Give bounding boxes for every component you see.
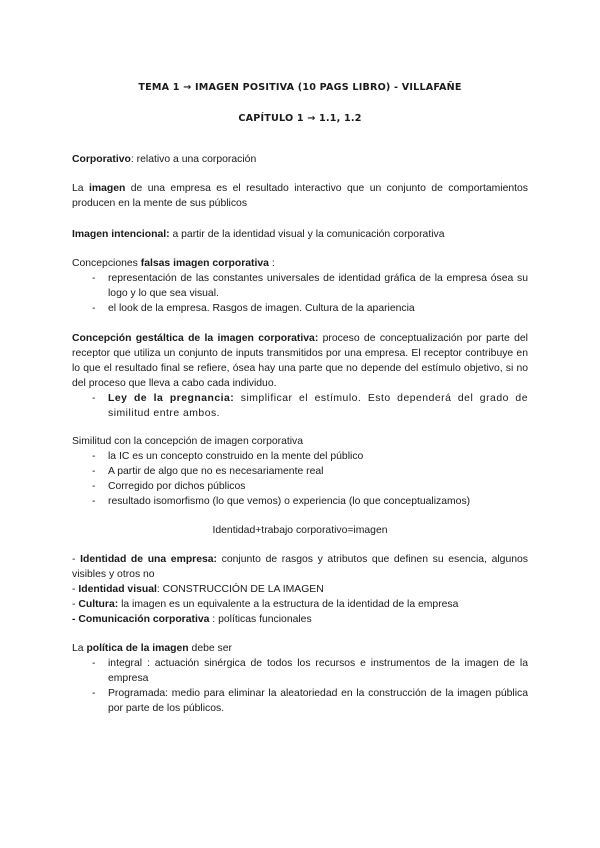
- list-item: - Programada: medio para eliminar la aleatoriedad en la construcción de la imagen pública por parte de los públicos.: [72, 686, 528, 716]
- corporativo-text: : relativo a una corporación: [130, 154, 257, 165]
- imagen-intencional: [72, 227, 528, 242]
- concepciones-falsas: [72, 256, 528, 316]
- comunicacion-text: : políticas funcionales: [209, 614, 312, 625]
- falsas-list: [72, 271, 528, 316]
- politica-list: [72, 656, 528, 716]
- document-title: [72, 80, 528, 95]
- politica-post: debe ser: [188, 643, 232, 654]
- similitud-heading: Similitud con la concepción de imagen corporativa: [72, 436, 304, 447]
- gestaltica-term: Concepción gestáltica de la imagen corporativa:: [72, 333, 319, 344]
- list-item: - representación de las constantes universales de identidad gráfica de la empresa ósea su logo y lo que sea visual.: [72, 271, 528, 301]
- identidad-section: [72, 552, 528, 627]
- similitud-list: [72, 449, 528, 509]
- cultura-line: [72, 597, 528, 612]
- imagen-text: de una empresa es el resultado interactivo que un conjunto de comportamientos producen en la mente de sus públicos: [72, 183, 528, 209]
- identidad-empresa-line: [72, 552, 528, 582]
- list-item: - resultado isomorfismo (lo que vemos) o experiencia (lo que conceptualizamos): [72, 494, 528, 509]
- falsas-post: :: [268, 258, 275, 269]
- comunicacion-term: - Comunicación corporativa: [72, 614, 210, 625]
- cultura-dash: -: [72, 599, 79, 610]
- chapter-subtitle: CAPÍTULO 1 → 1.1, 1.2: [238, 113, 362, 124]
- cultura-text: la imagen es un equivalente a la estructura de la identidad de la empresa: [118, 599, 459, 610]
- concepcion-gestaltica: [72, 331, 528, 421]
- identidad-visual-text: : CONSTRUCCIÓN DE LA IMAGEN: [156, 584, 324, 595]
- identidad-visual-term: Identidad visual: [78, 584, 157, 595]
- politica-term: política de la imagen: [86, 643, 189, 654]
- list-item: - Corregido por dichos públicos: [72, 479, 528, 494]
- similitud-section: [72, 434, 528, 509]
- identidad-visual-dash: -: [72, 584, 79, 595]
- falsas-heading: [72, 256, 528, 271]
- comunicacion-line: [72, 612, 528, 627]
- falsas-term: falsas imagen corporativa: [140, 258, 269, 269]
- title-prefix: TEMA 1 →: [138, 82, 195, 93]
- identity-formula: Identidad+trabajo corporativo=imagen: [212, 525, 388, 536]
- gestaltica-list: [72, 391, 528, 421]
- title-suffix: (10 PAGS LIBRO) - VILLAFAÑE: [294, 82, 462, 93]
- title-emphasis: IMAGEN POSITIVA: [194, 82, 295, 93]
- list-item: - el look de la empresa. Rasgos de imagen. Cultura de la apariencia: [72, 301, 528, 316]
- imagen-pre: La: [72, 183, 89, 194]
- corporativo-definition: [72, 152, 528, 167]
- imagen-definition: [72, 181, 528, 211]
- identidad-visual-line: [72, 582, 528, 597]
- gestaltica-text: proceso de conceptualización por parte del receptor que utiliza un conjunto de inputs transmitidos por una empresa. El receptor contribuye en lo que el resultado final se refiere, ósea hay una parte que no depende del estímulo objetivo, si no del proceso que lleva a cabo cada individuo.: [72, 333, 528, 389]
- list-item: [72, 391, 528, 421]
- imagen-term: imagen: [88, 183, 126, 194]
- list-item: - A partir de algo que no es necesariamente real: [72, 464, 528, 479]
- identidad-empresa-text: conjunto de rasgos y atributos que definen su esencia, algunos visibles y otros no: [72, 554, 528, 580]
- identidad-dash: -: [72, 554, 81, 565]
- identidad-empresa-term: Identidad de una empresa:: [80, 554, 218, 565]
- falsas-pre: Concepciones: [72, 258, 141, 269]
- politica-section: [72, 641, 528, 716]
- cultura-term: Cultura:: [78, 599, 119, 610]
- politica-pre: La: [72, 643, 87, 654]
- politica-heading: [72, 641, 528, 656]
- intencional-text: a partir de la identidad visual y la comunicación corporativa: [169, 229, 445, 240]
- list-item: - la IC es un concepto construido en la mente del público: [72, 449, 528, 464]
- pregnancia-text: simplificar el estímulo. Esto dependerá del grado de similitud entre ambos.: [108, 393, 528, 419]
- corporativo-term: Corporativo: [72, 154, 131, 165]
- intencional-term: Imagen intencional:: [72, 229, 170, 240]
- gestaltica-paragraph: [72, 331, 528, 391]
- list-item: - integral : actuación sinérgica de todos los recursos e instrumentos de la imagen de la empresa: [72, 656, 528, 686]
- pregnancia-term: Ley de la pregnancia:: [108, 393, 235, 404]
